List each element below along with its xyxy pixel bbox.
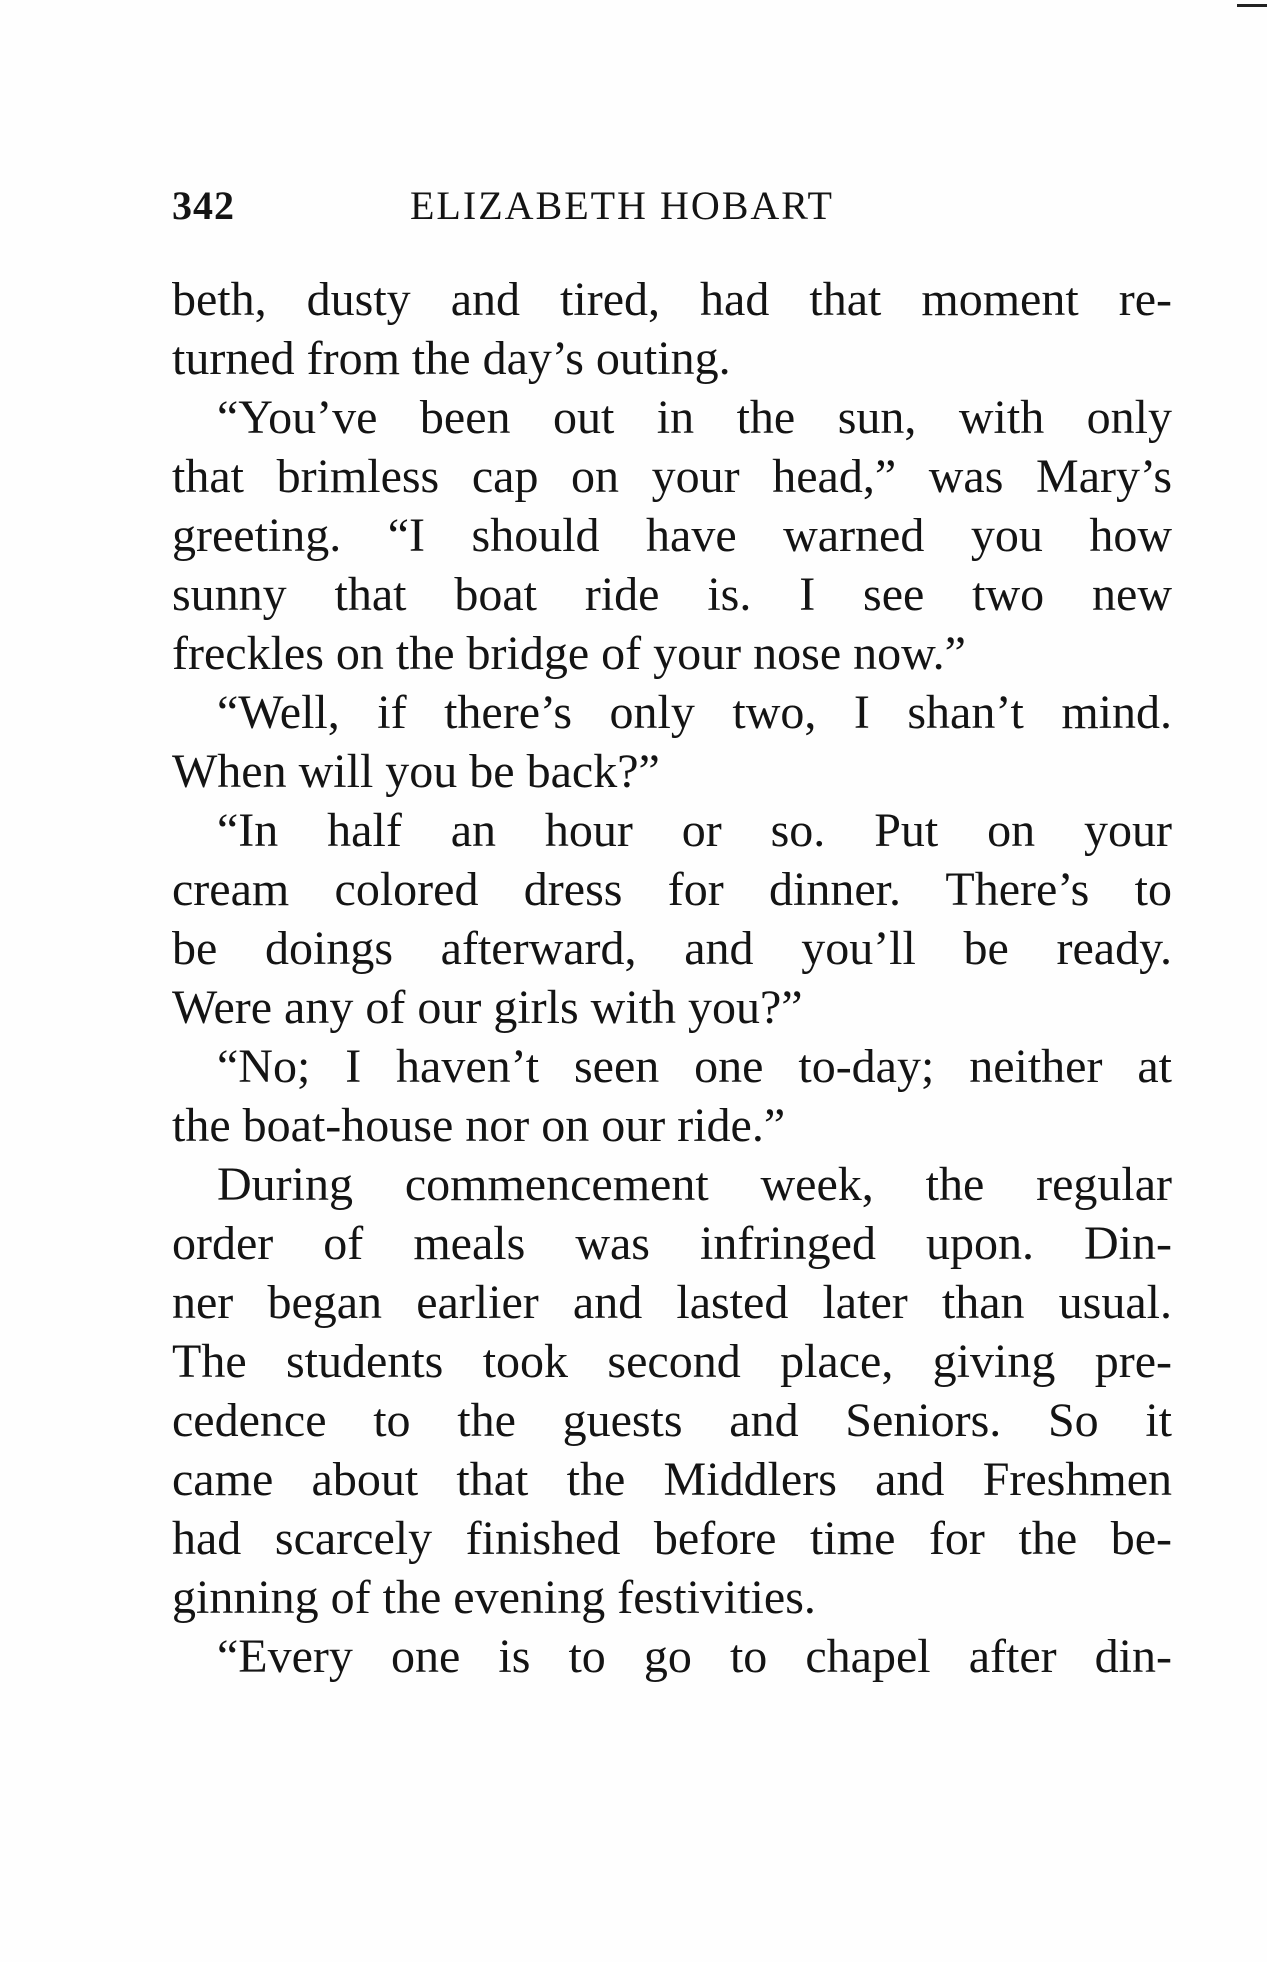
text-line: be doings afterward, and you’ll be ready. xyxy=(172,922,1172,975)
body-text xyxy=(172,270,1172,1686)
text-line: the boat-house nor on our ride.” xyxy=(172,1099,786,1152)
text-line: Were any of our girls with you?” xyxy=(172,981,803,1034)
running-head xyxy=(172,182,1172,242)
text-line: greeting. “I should have warned you how xyxy=(172,509,1172,562)
text-line: “No; I haven’t seen one to-day; neither at xyxy=(217,1040,1172,1093)
text-line: “Well, if there’s only two, I shan’t mind. xyxy=(217,686,1172,739)
text-line: order of meals was infringed upon. Din- xyxy=(172,1217,1172,1270)
text-line: ginning of the evening festivities. xyxy=(172,1571,816,1624)
text-line: When will you be back?” xyxy=(172,745,660,798)
text-line: came about that the Middlers and Freshmen xyxy=(172,1453,1172,1506)
text-line: “Every one is to go to chapel after din- xyxy=(217,1630,1172,1683)
text-line: freckles on the bridge of your nose now.” xyxy=(172,627,966,680)
text-line: During commencement week, the regular xyxy=(217,1158,1172,1211)
text-line: “In half an hour or so. Put on your xyxy=(217,804,1172,857)
text-line: cream colored dress for dinner. There’s to xyxy=(172,863,1172,916)
text-line: that brimless cap on your head,” was Mary’s xyxy=(172,450,1172,503)
corner-mark xyxy=(1237,4,1267,7)
text-line: beth, dusty and tired, had that moment re- xyxy=(172,273,1172,326)
text-line: ner began earlier and lasted later than usual. xyxy=(172,1276,1172,1329)
text-line: turned from the day’s outing. xyxy=(172,332,731,385)
text-line: The students took second place, giving pre- xyxy=(172,1335,1172,1388)
text-line: cedence to the guests and Seniors. So it xyxy=(172,1394,1172,1447)
book-title: ELIZABETH HOBART xyxy=(410,183,834,228)
text-line: had scarcely finished before time for the be- xyxy=(172,1512,1172,1565)
text-line: “You’ve been out in the sun, with only xyxy=(217,391,1172,444)
page-number: 342 xyxy=(172,183,235,228)
text-line: sunny that boat ride is. I see two new xyxy=(172,568,1172,621)
